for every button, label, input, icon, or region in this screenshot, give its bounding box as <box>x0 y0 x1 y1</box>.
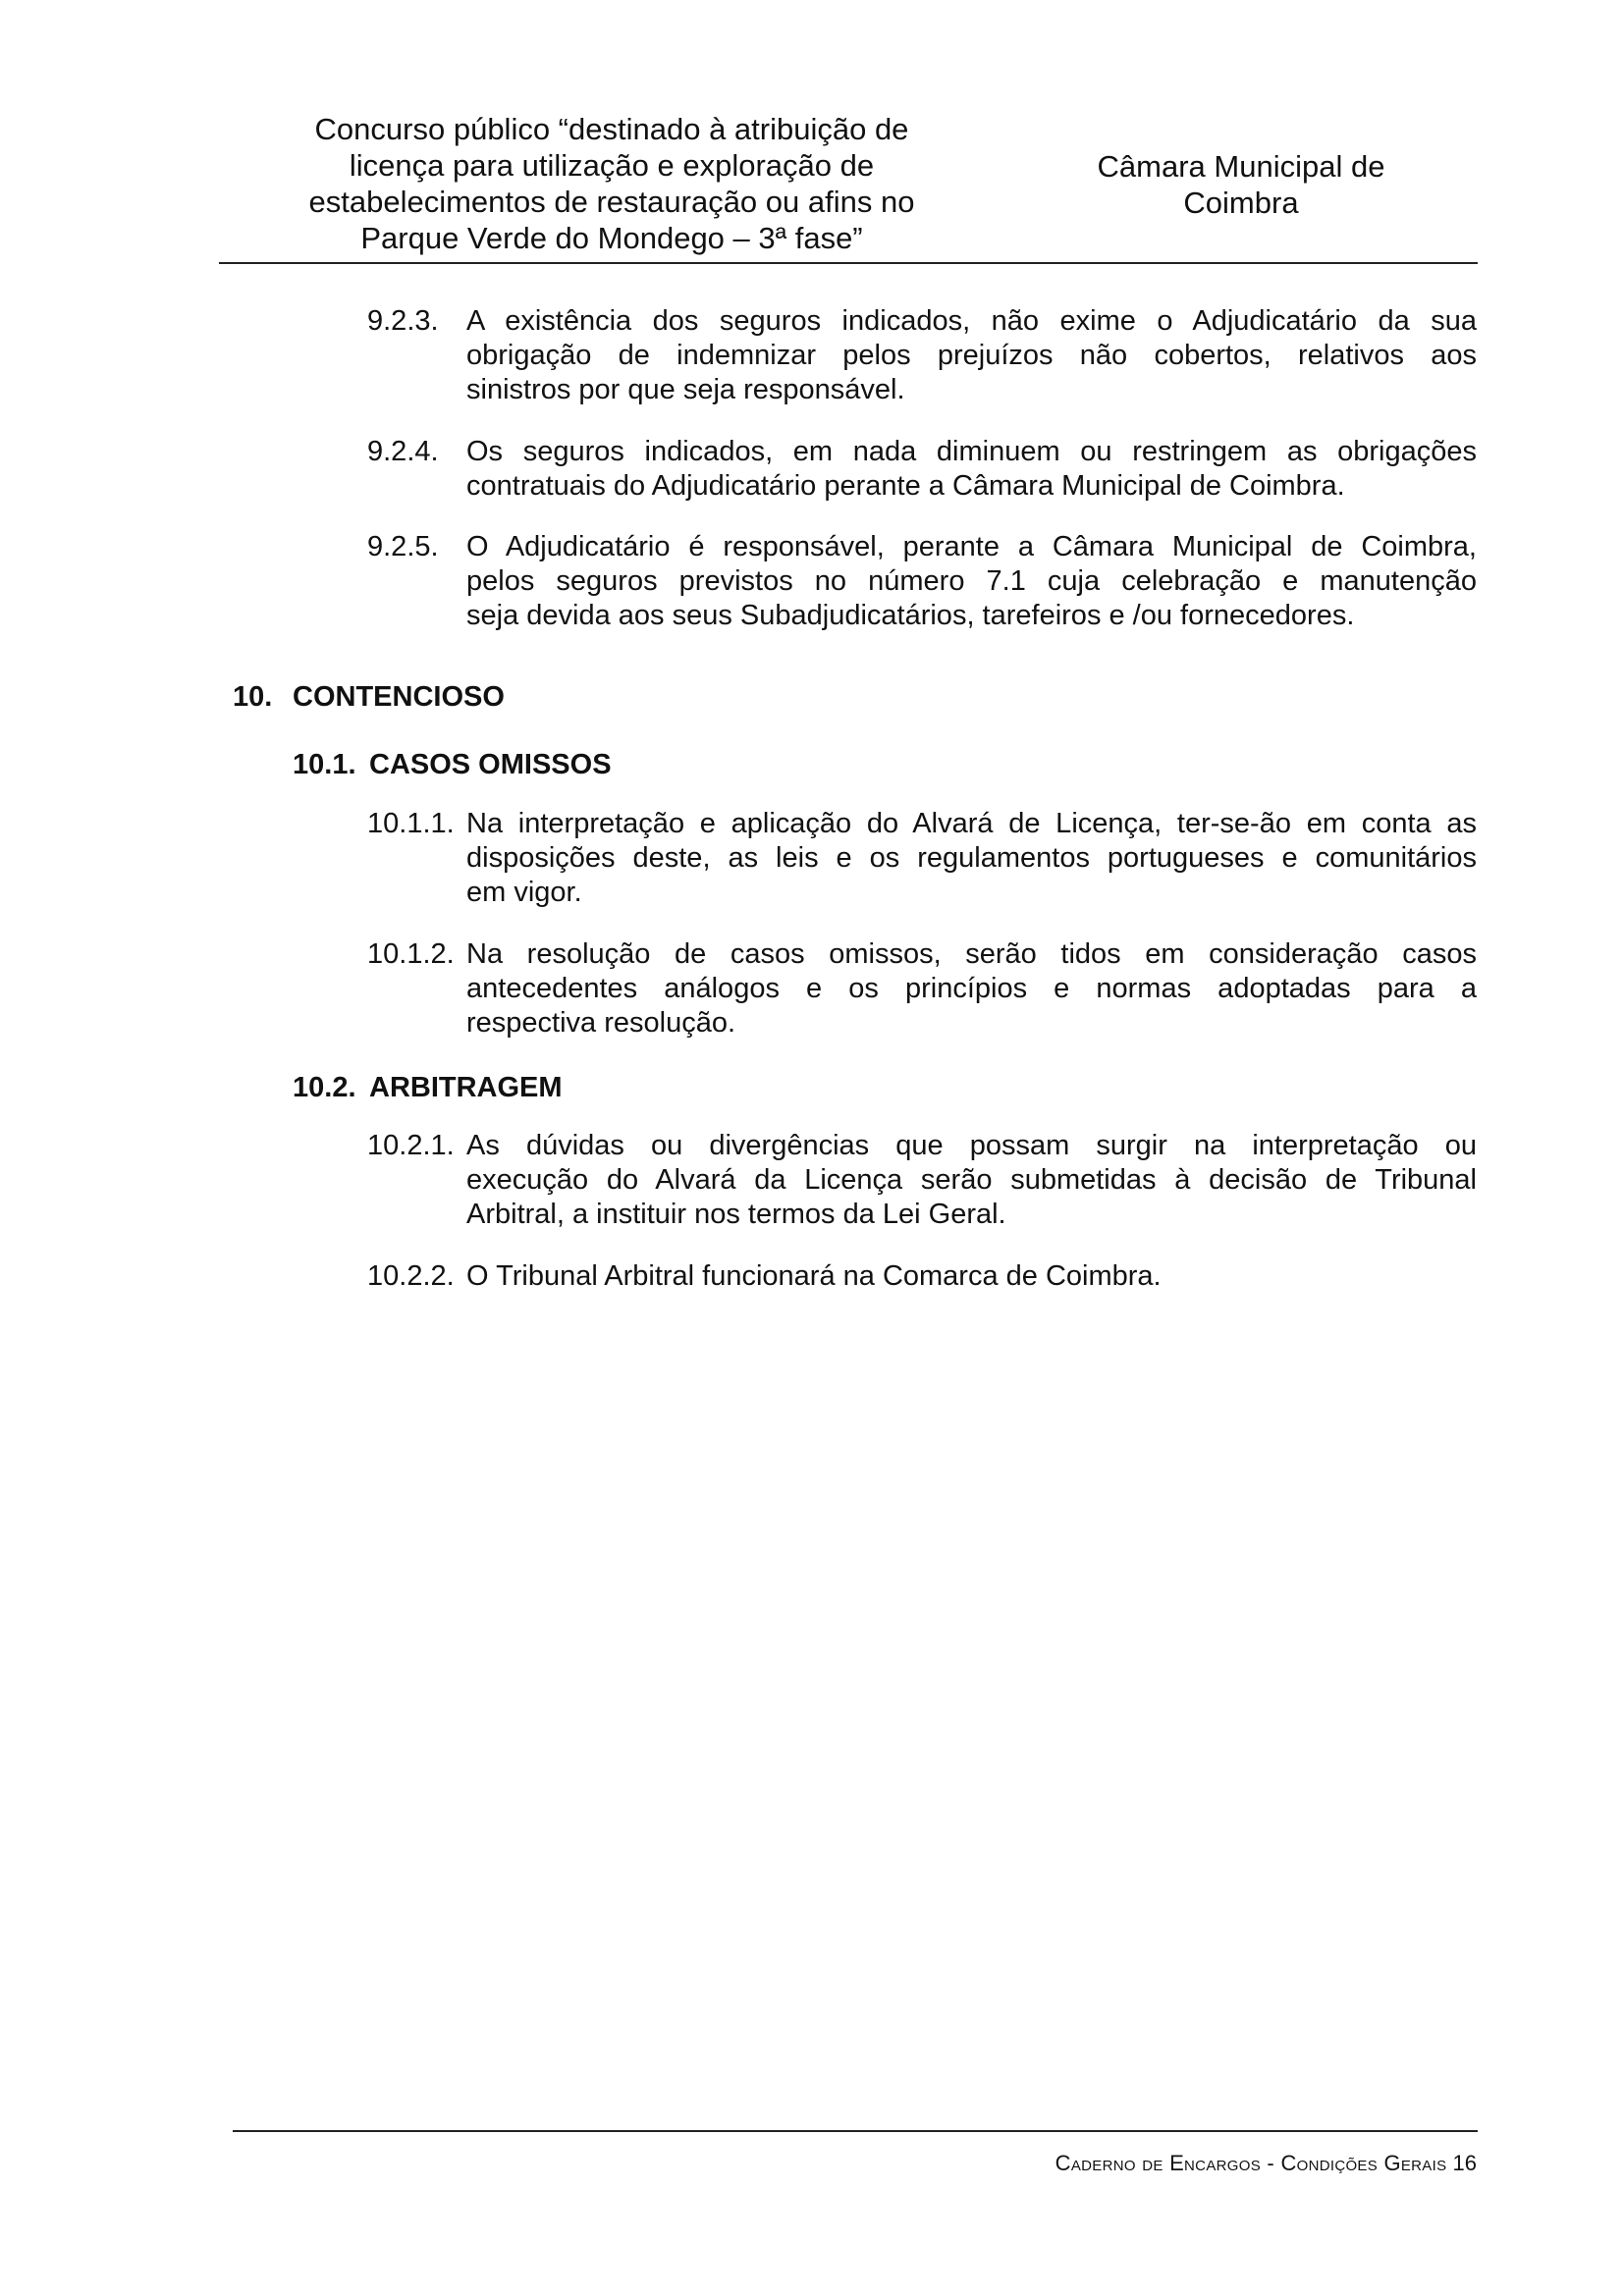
clause-number: 10.2.2. <box>367 1260 455 1292</box>
text-line: execução do Alvará da Licença serão submetidas à decisão de Tribunal <box>466 1164 1477 1196</box>
subsection-title: ARBITRAGEM <box>369 1072 563 1103</box>
text-line: respectiva resolução. <box>466 1007 736 1039</box>
text-line: disposições deste, as leis e os regulamentos portugueses e comunitários <box>466 842 1477 874</box>
section-title: CONTENCIOSO <box>293 681 505 713</box>
text-line: Os seguros indicados, em nada diminuem ou restringem as obrigações <box>466 436 1477 467</box>
text-line: obrigação de indemnizar pelos prejuízos não cobertos, relativos aos <box>466 340 1477 371</box>
text-line: O Adjudicatário é responsável, perante a Câmara Municipal de Coimbra, <box>466 531 1477 562</box>
text-line: contratuais do Adjudicatário perante a Câmara Municipal de Coimbra. <box>466 470 1345 502</box>
text-line: O Tribunal Arbitral funcionará na Comarca de Coimbra. <box>466 1260 1162 1292</box>
clause-text <box>466 1259 1477 1294</box>
subsection-heading-arbitragem <box>293 1071 563 1105</box>
clause-number: 10.2.1. <box>367 1130 455 1161</box>
clause-number: 10.1.2. <box>367 938 455 970</box>
text-line: pelos seguros previstos no número 7.1 cuja celebração e manutenção <box>466 565 1477 597</box>
clause-text <box>466 435 1477 504</box>
page-header <box>219 111 1478 264</box>
clause-text <box>466 1129 1477 1232</box>
text-line: Arbitral, a instituir nos termos da Lei Geral. <box>466 1199 1006 1230</box>
subsection-number: 10.1. <box>293 749 356 780</box>
organization-line: Câmara Municipal de <box>1097 149 1385 184</box>
clause-text <box>466 530 1477 633</box>
organization-line: Coimbra <box>1183 186 1299 220</box>
text-line: seja devida aos seus Subadjudicatários, tarefeiros e /ou fornecedores. <box>466 600 1355 631</box>
text-line: A existência dos seguros indicados, não exime o Adjudicatário da sua <box>466 305 1477 337</box>
clause-number: 9.2.4. <box>367 436 439 467</box>
title-line: licença para utilização e exploração de <box>349 148 875 183</box>
title-line: Parque Verde do Mondego – 3ª fase” <box>360 221 863 255</box>
clause-number: 10.1.1. <box>367 808 455 839</box>
title-line: Concurso público “destinado à atribuição de <box>314 112 909 146</box>
page-footer <box>1055 2150 1477 2177</box>
text-line: As dúvidas ou divergências que possam surgir na interpretação ou <box>466 1130 1477 1161</box>
clause-text <box>466 937 1477 1041</box>
document-title <box>219 111 1004 258</box>
footer-title: Caderno de Encargos - Condições Gerais <box>1055 2151 1447 2175</box>
text-line: sinistros por que seja responsável. <box>466 374 905 405</box>
section-heading-contencioso <box>233 680 505 715</box>
clause-number: 9.2.3. <box>367 305 439 337</box>
section-number: 10. <box>233 681 273 713</box>
organization-name <box>1004 111 1478 258</box>
subsection-title: CASOS OMISSOS <box>369 749 612 780</box>
footer-divider <box>233 2130 1478 2132</box>
clause-text <box>466 807 1477 910</box>
text-line: em vigor. <box>466 877 582 908</box>
subsection-heading-casos-omissos <box>293 748 612 782</box>
text-line: antecedentes análogos e os princípios e normas adoptadas para a <box>466 973 1477 1004</box>
page-number: 16 <box>1452 2151 1477 2175</box>
clause-text <box>466 304 1477 407</box>
text-line: Na resolução de casos omissos, serão tidos em consideração casos <box>466 938 1477 970</box>
title-line: estabelecimentos de restauração ou afins no <box>308 185 915 219</box>
subsection-number: 10.2. <box>293 1072 356 1103</box>
clause-number: 9.2.5. <box>367 531 439 562</box>
text-line: Na interpretação e aplicação do Alvará de Licença, ter-se-ão em conta as <box>466 808 1477 839</box>
